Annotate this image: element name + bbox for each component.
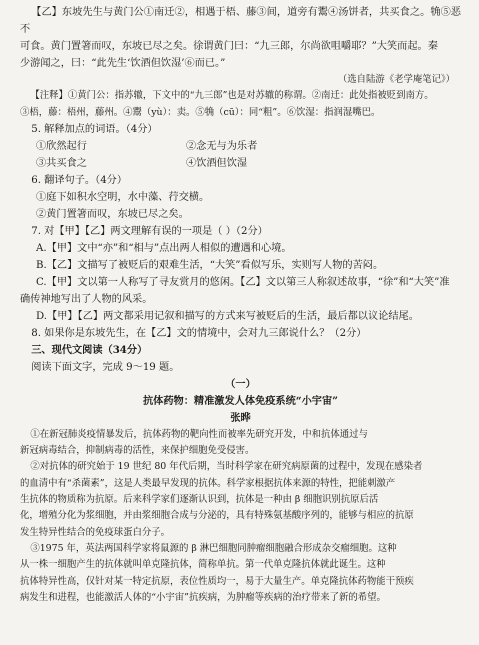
q6-item: ①庭下如积水空明，水中藻、荇交横。 <box>36 191 210 203</box>
article-line: 抗体特异性高，仅针对某一特定抗原，表位性质均一，易于大量生产。单克隆抗体药物能干预疾 <box>20 575 414 587</box>
article-line: 发生特异性结合的免疫球蛋白分子。 <box>20 526 171 538</box>
q6-item: ②黄门置箸而叹，东坡已尽之矣。 <box>36 208 189 220</box>
q7-option-continued: 确传神地写出了人物的风采。 <box>20 293 153 305</box>
notes <box>20 88 461 121</box>
article-title: 抗体药物：精准激发人体免疫系统“小宇宙” <box>142 394 339 407</box>
article-line: 从一株一细胞产生的抗体就叫单克隆抗体，简称单抗。第一代单克隆抗体就此诞生。这种 <box>20 559 386 571</box>
q5-item: ③共买食之 <box>36 157 87 169</box>
question-title: 7. 对【甲】【乙】两文理解有误的一项是（ ）（2分） <box>31 225 268 237</box>
passage-b-line: 少游闻之，曰：“此先生‘饮酒但饮湿’⑥而已。” <box>20 58 226 69</box>
q7-option: B.【乙】文描写了被贬后的艰难生活，“大笑”看似写乐，实则写人物的苦闷。 <box>36 259 384 271</box>
reading-instruction: 阅读下面文字，完成 9～19 题。 <box>31 361 180 373</box>
article-line: 病发生和进程，也能激活人体的“小宇宙”抗疾病，为肿瘤等疾病的治疗带来了新的希望。 <box>20 591 386 603</box>
article-author: 张晔 <box>230 411 251 424</box>
q5-row <box>20 155 461 172</box>
article-line: ③1975 年，英法两国科学家将鼠源的 β 淋巴细胞同肿瘤细胞融合形成杂交瘤细胞。这种 <box>30 542 397 554</box>
source-citation: （选自陆游《老学庵笔记》） <box>337 74 455 85</box>
note-line: ③梧，藤：梧州，藤州。④鬻（yù）：卖。⑤觕（cū）：同“粗”。⑥饮湿：指润湿嘴巴。 <box>20 106 381 118</box>
question-7 <box>20 223 461 325</box>
q7-option: A.【甲】文中“亦”和“相与”点出两人相似的遭遇和心境。 <box>36 242 292 254</box>
article-line: 新冠病毒结合，抑制病毒的活性，来保护细胞免受侵害。 <box>20 445 255 457</box>
q5-item: ②念无与为乐者 <box>186 140 258 152</box>
article-line: 化，增殖分化为浆细胞，并由浆细胞合成与分泌的，具有特殊氨基酸序列的，能够与相应的抗原 <box>20 510 414 522</box>
passage-b <box>20 4 461 72</box>
q7-option: D.【甲】【乙】两文都采用记叙和描写的方式来写被贬后的生活，最后都以议论结尾。 <box>36 310 419 322</box>
question-6 <box>20 172 461 223</box>
section-heading: 三、现代文阅读（34分） <box>31 343 148 356</box>
passage-b-line: 可食。黄门置箸而叹，东坡已尽之矣。徐谓黄门曰：“九三郎，尔尚欲咀嚼耶？”大笑而起。秦 <box>20 41 438 52</box>
question-title: 6. 翻译句子。（4分） <box>31 174 128 186</box>
q5-item: ④饮酒但饮湿 <box>186 157 248 169</box>
q5-item: ①欣然起行 <box>36 140 87 152</box>
part-label: （一） <box>225 377 256 390</box>
article-line: ①在新冠肺炎疫情暴发后，抗体药物的靶向性而被率先研究开发，中和抗体通过与 <box>30 428 368 440</box>
q5-row <box>20 138 461 155</box>
question-title: 5. 解释加点的词语。（4分） <box>31 123 158 135</box>
article-line: ②对抗体的研究始于 19 世纪 80 年代后期，当时科学家在研究病原菌的过程中，发现在感染者 <box>30 461 423 473</box>
passage-b-line: 【乙】东坡先生与黄门公①南迁②，相遇于梧、藤③间，道旁有鬻④汤饼者，共买食之。觕⑤恶不 <box>20 7 461 35</box>
q7-option: C.【甲】文以第一人称写了寻友赏月的悠闲。【乙】文以第三人称叙述故事，“徐”和“大笑”准 <box>36 276 450 288</box>
question-5 <box>20 121 461 172</box>
article-body <box>20 427 461 606</box>
article-line: 生抗体的物质称为抗原。后来科学家们逐渐认识到，抗体是一种由 β 细胞识别抗原后活 <box>20 494 379 506</box>
question-8: 8. 如果你是东坡先生，在【乙】文的情境中，会对九三郎说什么？（2分） <box>31 327 367 339</box>
note-line: 【注释】①黄门公：指苏辙，下文中的“九三郎”也是对苏辙的称谓。②南迁：此处指被贬到南方。 <box>30 90 434 102</box>
article-line: 的血清中有“杀菌素”，这是人类最早发现的抗体。科学家根据抗体来源的特性，把能刺激产 <box>20 477 396 489</box>
